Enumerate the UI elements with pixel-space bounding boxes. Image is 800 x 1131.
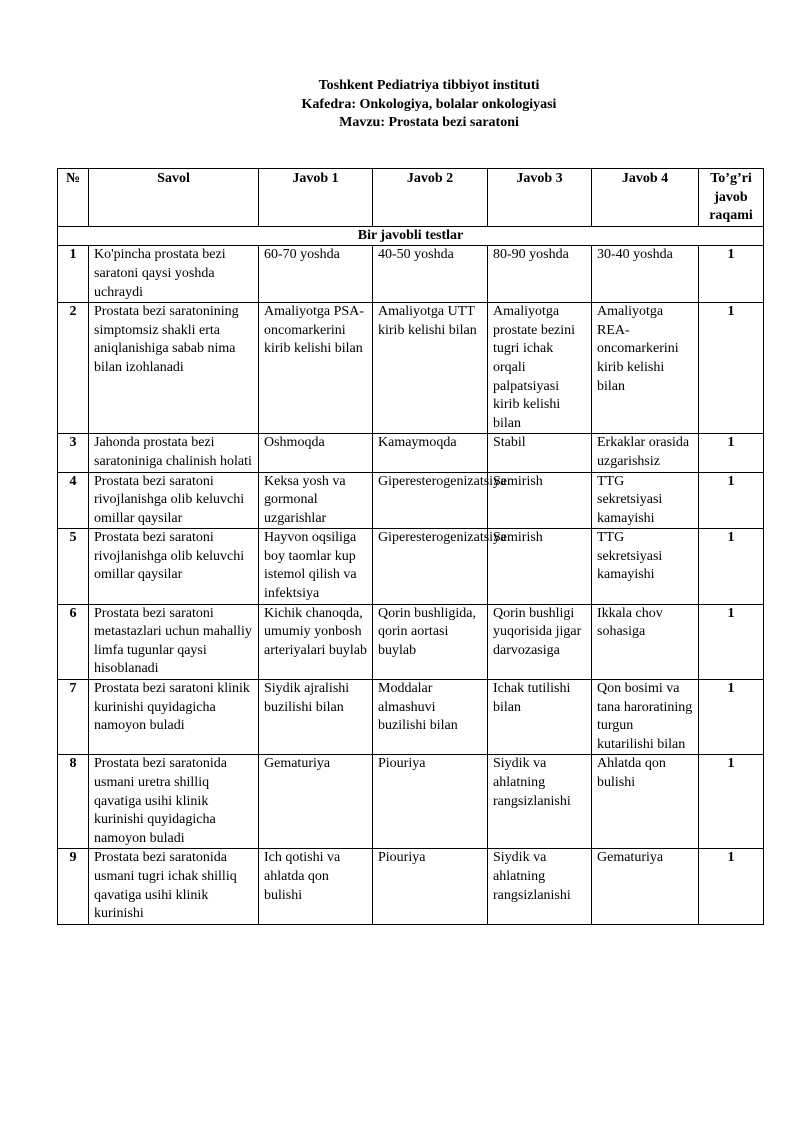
row-number: 5 [58, 529, 89, 604]
question-cell: Prostata bezi saratonida usmani uretra shilliq qavatiga usihi klinik kurinishi quyidagicha namoyon buladi [89, 755, 259, 849]
topic-title: Mavzu: Prostata bezi saratoni [339, 115, 519, 130]
correct-answer-cell: 1 [699, 303, 764, 434]
answer-3-cell: Stabil [488, 434, 592, 472]
answer-4-cell: Erkaklar orasida uzgarishsiz [592, 434, 699, 472]
row-number: 9 [58, 849, 89, 924]
row-number: 4 [58, 472, 89, 529]
answer-2-cell: Qorin bushligida, qorin aortasi buylab [373, 604, 488, 679]
question-cell: Prostata bezi saratoni rivojlanishga olib keluvchi omillar qaysilar [89, 529, 259, 604]
answer-3-cell: 80-90 yoshda [488, 246, 592, 303]
table-row [58, 755, 764, 849]
answer-4-cell: TTG sekretsiyasi kamayishi [592, 529, 699, 604]
answer-1-cell: Amaliyotga PSA-oncomarkerini kirib kelishi bilan [259, 303, 373, 434]
answer-3-cell: Ichak tutilishi bilan [488, 680, 592, 755]
test-table [57, 168, 764, 925]
correct-answer-cell: 1 [699, 434, 764, 472]
answer-1-cell: Oshmoqda [259, 434, 373, 472]
answer-1-cell: 60-70 yoshda [259, 246, 373, 303]
table-row [58, 849, 764, 924]
col-header-answer-3: Javob 3 [488, 169, 592, 227]
answer-1-cell: Gematuriya [259, 755, 373, 849]
answer-1-cell: Hayvon oqsiliga boy taomlar kup istemol qilish va infektsiya [259, 529, 373, 604]
row-number: 7 [58, 680, 89, 755]
question-cell: Jahonda prostata bezi saratoniniga chalinish holati [89, 434, 259, 472]
question-cell: Prostata bezi saratoni rivojlanishga olib keluvchi omillar qaysilar [89, 472, 259, 529]
answer-2-cell: Giperesterogenizatsiya [373, 529, 488, 604]
question-cell: Prostata bezi saratonining simptomsiz shakli erta aniqlanishiga sabab nima bilan izohlanadi [89, 303, 259, 434]
institute-name: Toshkent Pediatriya tibbiyot instituti [318, 78, 540, 93]
answer-1-cell: Siydik ajralishi buzilishi bilan [259, 680, 373, 755]
col-header-answer-4: Javob 4 [592, 169, 699, 227]
answer-4-cell: Gematuriya [592, 849, 699, 924]
answer-2-cell: Giperesterogenizatsiya [373, 472, 488, 529]
document-header [0, 77, 800, 133]
question-cell: Prostata bezi saratoni metastazlari uchun mahalliy limfa tugunlar qaysi hisoblanadi [89, 604, 259, 679]
correct-answer-cell: 1 [699, 604, 764, 679]
answer-2-cell: Kamaymoqda [373, 434, 488, 472]
question-cell: Prostata bezi saratonida usmani tugri ichak shilliq qavatiga usihi klinik kurinishi [89, 849, 259, 924]
table-row [58, 246, 764, 303]
answer-3-cell: Qorin bushligi yuqorisida jigar darvozasiga [488, 604, 592, 679]
answer-1-cell: Keksa yosh va gormonal uzgarishlar [259, 472, 373, 529]
row-number: 1 [58, 246, 89, 303]
question-cell: Prostata bezi saratoni klinik kurinishi quyidagicha namoyon buladi [89, 680, 259, 755]
section-title: Bir javobli testlar [58, 226, 764, 246]
answer-2-cell: Piouriya [373, 755, 488, 849]
answer-1-cell: Kichik chanoqda, umumiy yonbosh arteriyalari buylab [259, 604, 373, 679]
table-row [58, 680, 764, 755]
table-header-row [58, 169, 764, 227]
answer-3-cell: Siydik va ahlatning rangsizlanishi [488, 849, 592, 924]
row-number: 6 [58, 604, 89, 679]
correct-answer-cell: 1 [699, 755, 764, 849]
table-row [58, 434, 764, 472]
answer-2-cell: Amaliyotga UTT kirib kelishi bilan [373, 303, 488, 434]
col-header-question: Savol [89, 169, 259, 227]
section-row [58, 226, 764, 246]
answer-4-cell: Ahlatda qon bulishi [592, 755, 699, 849]
answer-4-cell: Qon bosimi va tana haroratining turgun kutarilishi bilan [592, 680, 699, 755]
answer-2-cell: 40-50 yoshda [373, 246, 488, 303]
answer-4-cell: Ikkala chov sohasiga [592, 604, 699, 679]
table-row [58, 303, 764, 434]
row-number: 8 [58, 755, 89, 849]
answer-2-cell: Moddalar almashuvi buzilishi bilan [373, 680, 488, 755]
answer-3-cell: Amaliyotga prostate bezini tugri ichak orqali palpatsiyasi kirib kelishi bilan [488, 303, 592, 434]
correct-answer-cell: 1 [699, 849, 764, 924]
correct-answer-cell: 1 [699, 246, 764, 303]
correct-answer-cell: 1 [699, 529, 764, 604]
answer-3-cell: Semirish [488, 472, 592, 529]
department-name: Kafedra: Onkologiya, bolalar onkologiyasi [301, 96, 557, 112]
col-header-answer-1: Javob 1 [259, 169, 373, 227]
table-row [58, 529, 764, 604]
answer-2-cell: Piouriya [373, 849, 488, 924]
table-row [58, 472, 764, 529]
correct-answer-cell: 1 [699, 680, 764, 755]
answer-4-cell: Amaliyotga REA-oncomarkerini kirib kelishi bilan [592, 303, 699, 434]
answer-1-cell: Ich qotishi va ahlatda qon bulishi [259, 849, 373, 924]
question-cell: Ko'pincha prostata bezi saratoni qaysi yoshda uchraydi [89, 246, 259, 303]
row-number: 3 [58, 434, 89, 472]
col-header-number: № [58, 169, 89, 227]
col-header-correct: To’g’ri javob raqami [699, 169, 764, 227]
answer-4-cell: TTG sekretsiyasi kamayishi [592, 472, 699, 529]
answer-3-cell: Siydik va ahlatning rangsizlanishi [488, 755, 592, 849]
correct-answer-cell: 1 [699, 472, 764, 529]
col-header-answer-2: Javob 2 [373, 169, 488, 227]
answer-4-cell: 30-40 yoshda [592, 246, 699, 303]
table-row [58, 604, 764, 679]
row-number: 2 [58, 303, 89, 434]
answer-3-cell: Semirish [488, 529, 592, 604]
